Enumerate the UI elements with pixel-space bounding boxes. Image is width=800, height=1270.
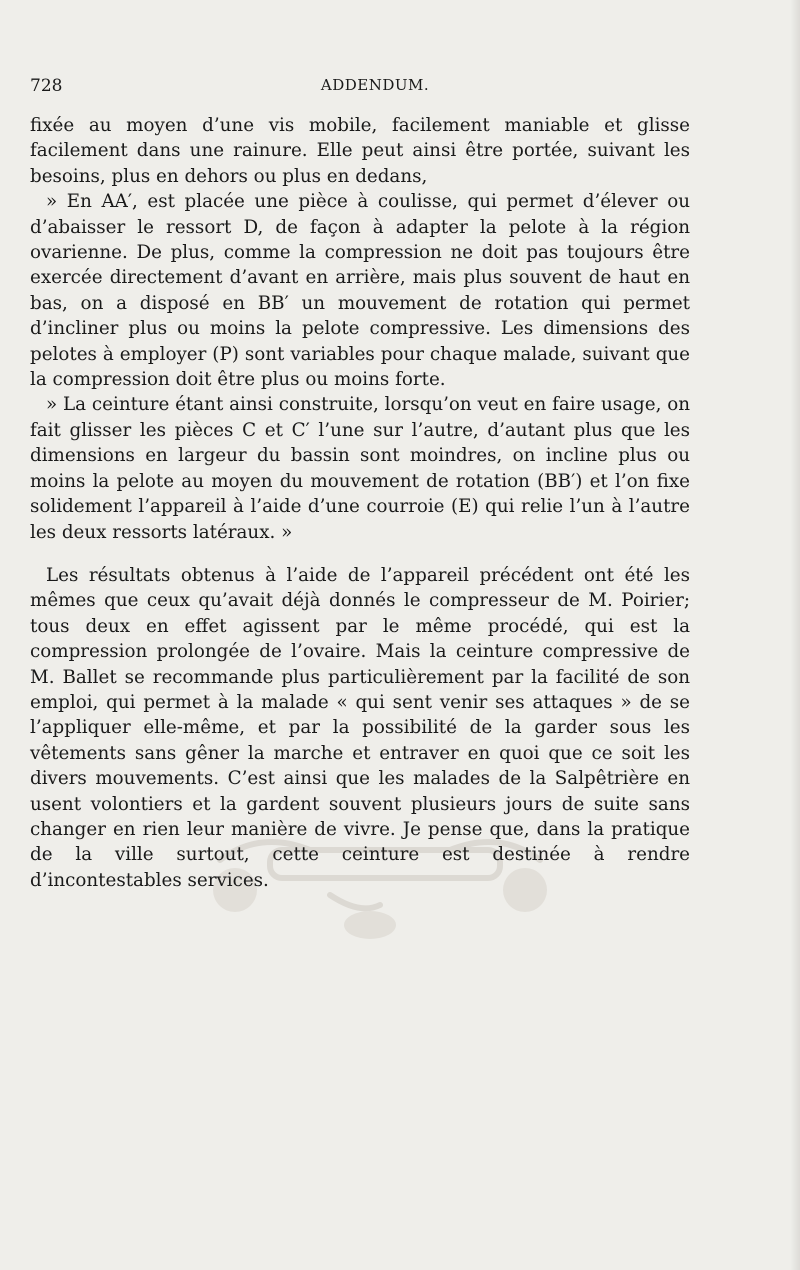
paragraph: » La ceinture étant ainsi construite, lorsqu’on veut en faire usage, on fait glisser les pièces C et C′ l’une sur l’autre, d’autant plus que les dimensions en largeur du bassin sont moindres, on incline plus ou moins la pelote au moyen du mouvement de rotation (BB′) et l’on fixe solidement l’appareil à l’aide d’une courroie (E) qui relie l’un à l’autre les deux ressorts latéraux. » xyxy=(30,394,690,543)
running-title: ADDENDUM. xyxy=(320,76,430,94)
paragraph: fixée au moyen d’une vis mobile, facilement maniable et glisse facilement dans une rainure. Elle peut ainsi être portée, suivant les besoins, plus en dehors ou plus en dedans, xyxy=(30,115,690,187)
page-number: 728 xyxy=(30,76,63,96)
paragraph: » En AA′, est placée une pièce à coulisse, qui permet d’élever ou d’abaisser le ressort D, de façon à adapter la pelote à la région ovarienne. De plus, comme la compression ne doit pas toujours être exercée directement d’avant en arrière, mais plus souvent de haut en bas, on a disposé en BB′ un mouvement de rotation qui permet d’incliner plus ou moins la pelote compressive. Les dimensions des pelotes à employer (P) sont variables pour chaque malade, suivant que la compression doit être plus ou moins forte. xyxy=(30,191,690,391)
paragraph: Les résultats obtenus à l’aide de l’appareil précédent ont été les mêmes que ceux qu’avait déjà donnés le compresseur de M. Poirier; tous deux en effet agissent par le même procédé, qui est la compression prolongée de l’ovaire. Mais la ceinture compressive de M. Ballet se recommande plus particulièrement par la facilité de son emploi, qui permet à la malade « qui sent venir ses attaques » de se l’appliquer elle-même, et par la possibilité de la garder sous les vêtements sans gêner la marche et entraver en quoi que ce soit les divers mouvements. C’est ainsi que les malades de la Salpêtrière en usent volontiers et la gardent souvent plusieurs jours de suite sans changer en rien leur manière de vivre. Je pense que, dans la pratique de la ville surtout, cette ceinture est destinée à rendre d’incontestables services. xyxy=(30,564,690,891)
page-header xyxy=(30,76,720,102)
page-edge-shadow xyxy=(790,0,800,1270)
body-text xyxy=(30,113,690,893)
